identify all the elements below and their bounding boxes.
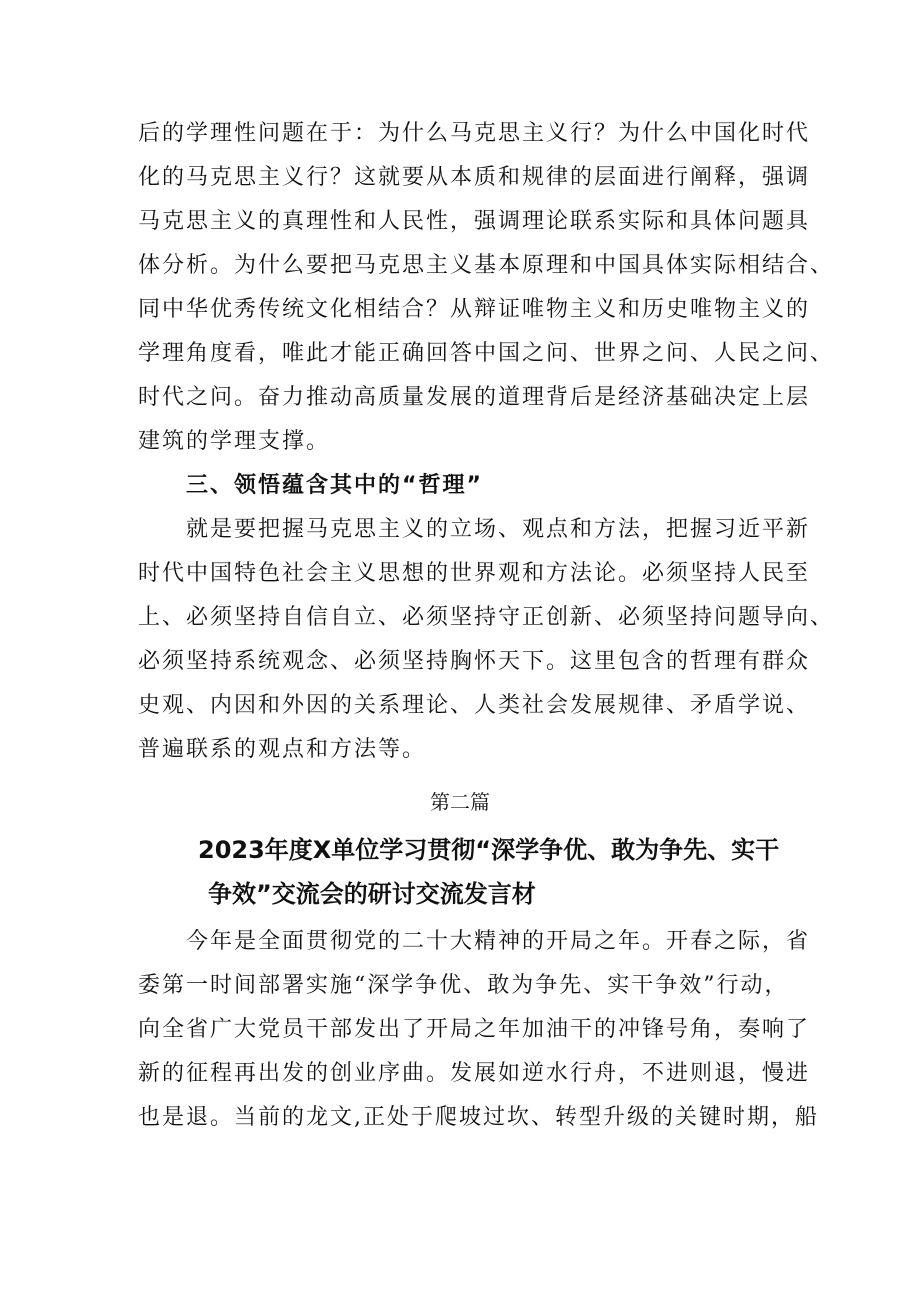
paragraph-line: 史观、内因和外因的关系理论、人类社会发展规律、矛盾学说、 (138, 693, 811, 718)
paragraph-line: 马克思主义的真理性和人民性，强调理论联系实际和具体问题具 (138, 209, 811, 234)
paragraph-line: 上、必须坚持自信自立、必须坚持守正创新、必须坚持问题导向、 (138, 605, 835, 630)
paragraph-line: 学理角度看，唯此才能正确回答中国之问、世界之问、人民之问、 (138, 341, 835, 366)
paragraph-line: 后的学理性问题在于：为什么马克思主义行？为什么中国化时代 (138, 121, 811, 146)
paragraph-line: 今年是全面贯彻党的二十大精神的开局之年。开春之际，省 (186, 929, 811, 954)
paragraph-line: 时代中国特色社会主义思想的世界观和方法论。必须坚持人民至 (138, 561, 811, 586)
paragraph-line: 向全省广大党员干部发出了开局之年加油干的冲锋号角，奏响了 (138, 1017, 811, 1042)
document-title-line-1: 2023年度X单位学习贯彻“深学争优、敢为争先、实干 (198, 836, 780, 864)
paragraph-line: 普遍联系的观点和方法等。 (138, 737, 427, 762)
document-title-line-2: 争效”交流会的研讨交流发言材 (208, 880, 536, 908)
paragraph-line: 化的马克思主义行？这就要从本质和规律的层面进行阐释，强调 (138, 165, 811, 190)
paragraph-line: 体分析。为什么要把马克思主义基本原理和中国具体实际相结合、 (138, 253, 835, 278)
paragraph-line: 就是要把握马克思主义的立场、观点和方法，把握习近平新 (186, 517, 811, 542)
paragraph-line: 时代之问。奋力推动高质量发展的道理背后是经济基础决定上层 (138, 385, 811, 410)
paragraph-line: 委第一时间部署实施“深学争优、敢为争先、实干争效”行动， (138, 973, 789, 998)
section-heading: 三、领悟蕴含其中的“哲理” (186, 473, 483, 498)
paragraph-line: 必须坚持系统观念、必须坚持胸怀天下。这里包含的哲理有群众 (138, 649, 811, 674)
part-label: 第二篇 (430, 790, 490, 814)
paragraph-line: 新的征程再出发的创业序曲。发展如逆水行舟，不进则退，慢进 (138, 1061, 811, 1086)
paragraph-line: 建筑的学理支撑。 (138, 429, 331, 454)
paragraph-line: 同中华优秀传统文化相结合？从辩证唯物主义和历史唯物主义的 (138, 297, 811, 322)
paragraph-line: 也是退。当前的龙文,正处于爬坡过坎、转型升级的关键时期，船 (138, 1105, 819, 1130)
